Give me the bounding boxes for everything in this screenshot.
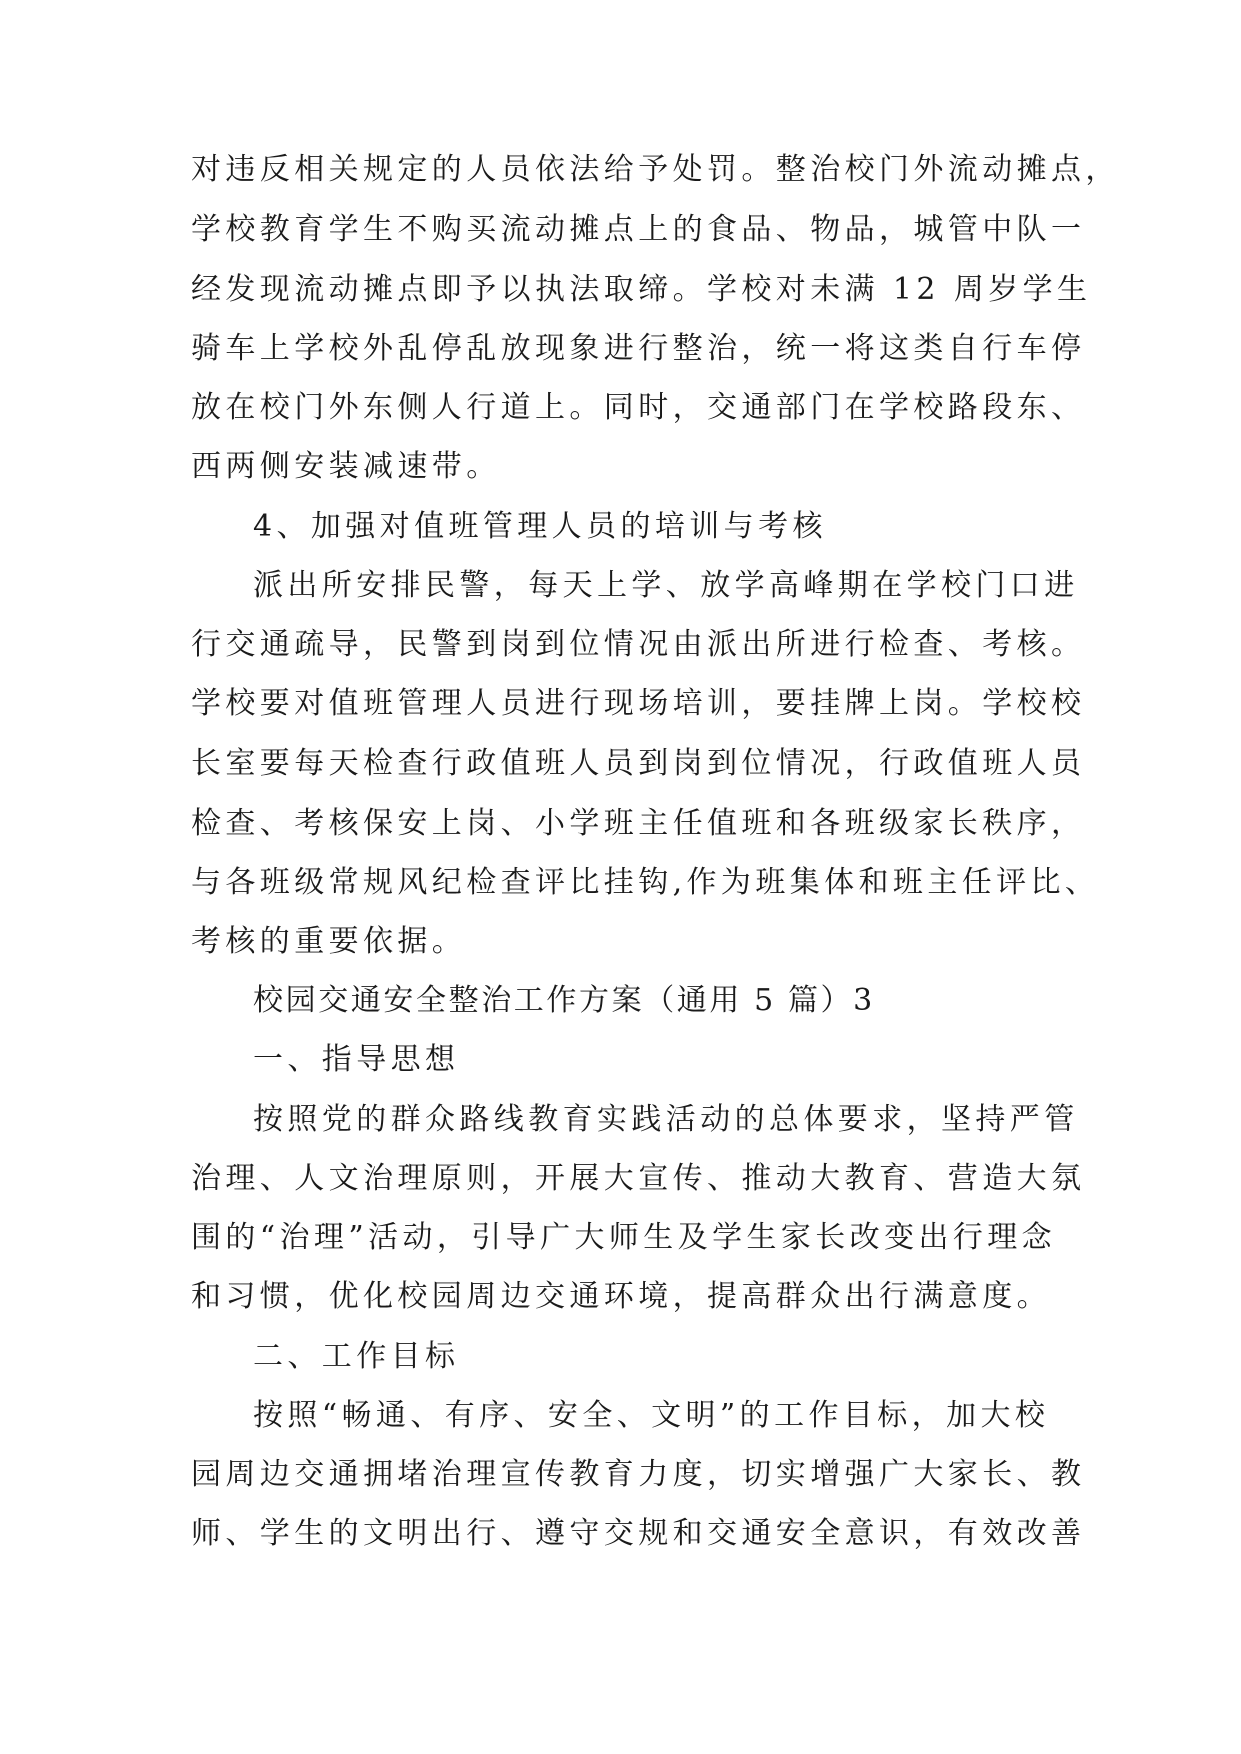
text-line: 经发现流动摊点即予以执法取缔。学校对未满 12 周岁学生 — [191, 272, 1092, 307]
paragraph-first-line: 按照党的群众路线教育实践活动的总体要求，坚持严管 — [253, 1102, 1079, 1137]
text-line: 考核的重要依据。 — [191, 924, 467, 959]
text-line: 治理、人文治理原则，开展大宣传、推动大教育、营造大氛 — [191, 1161, 1086, 1196]
section-heading: 4、加强对值班管理人员的培训与考核 — [253, 509, 827, 544]
paragraph-first-line: 按照“畅通、有序、安全、文明”的工作目标，加大校 — [253, 1398, 1050, 1433]
section-heading: 一、指导思想 — [253, 1042, 460, 1077]
text-line: 骑车上学校外乱停乱放现象进行整治，统一将这类自行车停 — [191, 331, 1086, 366]
text-line: 对违反相关规定的人员依法给予处罚。整治校门外流动摊点， — [191, 152, 1120, 187]
section-title: 校园交通安全整治工作方案（通用 5 篇）3 — [253, 983, 875, 1018]
text-line: 园周边交通拥堵治理宣传教育力度，切实增强广大家长、教 — [191, 1457, 1086, 1492]
text-line: 放在校门外东侧人行道上。同时，交通部门在学校路段东、 — [191, 390, 1086, 425]
text-line: 与各班级常规风纪检查评比挂钩,作为班集体和班主任评比、 — [191, 865, 1100, 900]
text-line: 西两侧安装减速带。 — [191, 449, 501, 484]
text-line: 行交通疏导，民警到岗到位情况由派出所进行检查、考核。 — [191, 627, 1086, 662]
paragraph-first-line: 派出所安排民警，每天上学、放学高峰期在学校门口进 — [253, 568, 1079, 603]
section-heading: 二、工作目标 — [253, 1339, 460, 1374]
text-line: 学校教育学生不购买流动摊点上的食品、物品，城管中队一 — [191, 212, 1086, 247]
text-line: 围的“治理”活动，引导广大师生及学生家长改变出行理念 — [191, 1220, 1057, 1255]
text-line: 长室要每天检查行政值班人员到岗到位情况，行政值班人员 — [191, 746, 1086, 781]
text-line: 学校要对值班管理人员进行现场培训，要挂牌上岗。学校校 — [191, 686, 1086, 721]
text-line: 和习惯，优化校园周边交通环境，提高群众出行满意度。 — [191, 1279, 1051, 1314]
text-line: 检查、考核保安上岗、小学班主任值班和各班级家长秩序， — [191, 806, 1086, 841]
text-line: 师、学生的文明出行、遵守交规和交通安全意识，有效改善 — [191, 1516, 1086, 1551]
